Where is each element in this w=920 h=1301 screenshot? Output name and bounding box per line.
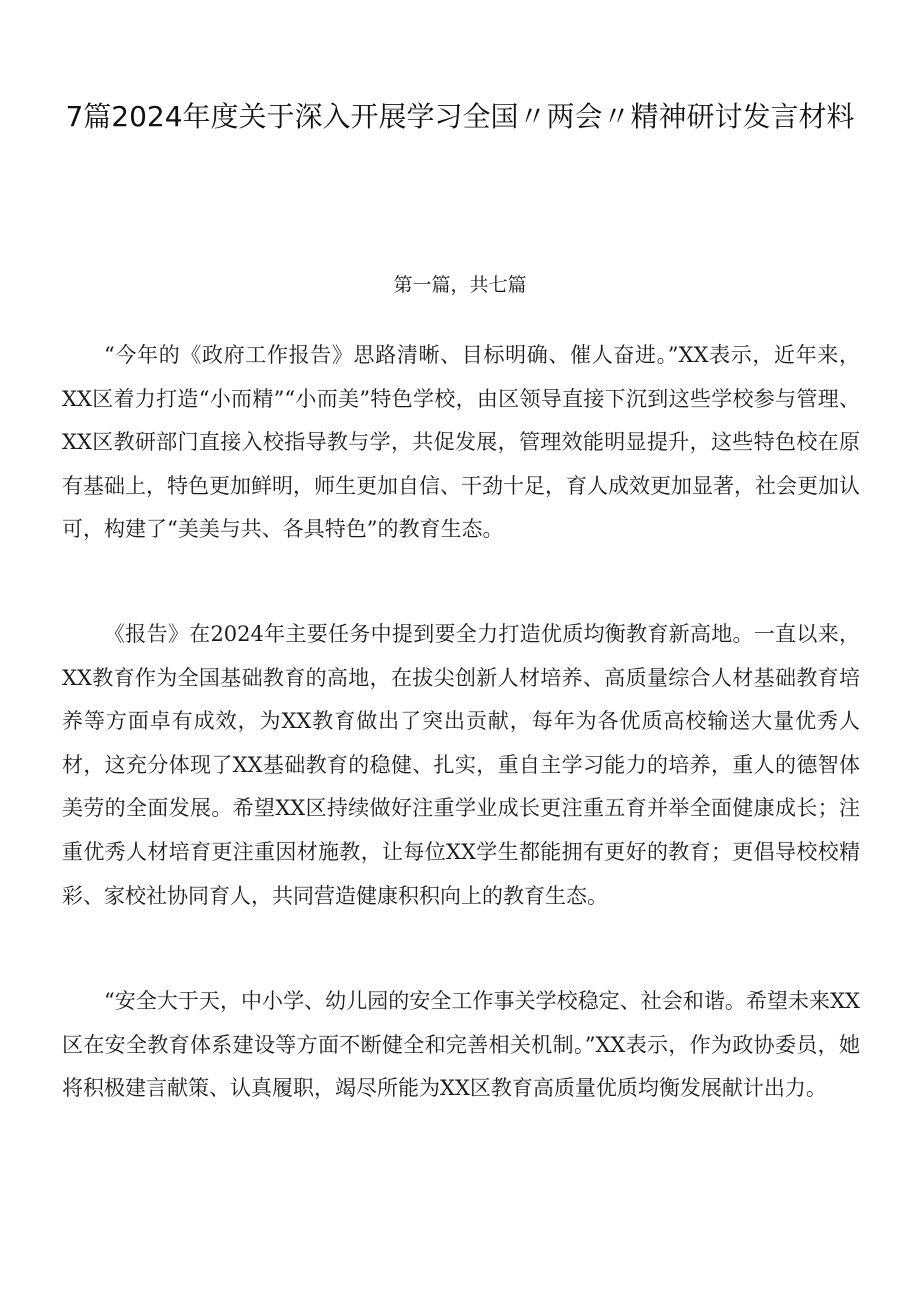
paragraph-2: 《报告》在2024年主要任务中提到要全力打造优质均衡教育新高地。一直以来，XX教育作为全国基础教育的高地，在拔尖创新人材培养、高质量综合人材基础教育培养等方面卓有成效，为XX教育做出了突出贡献，每年为各优质高校输送大量优秀人材，这充分体现了XX基础教育的稳健、扎实，重自主学习能力的培养，重人的德智体美劳的全面发展。希望XX区持续做好注重学业成长更注重五育并举全面健康成长；注重优秀人材培育更注重因材施教，让每位XX学生都能拥有更好的教育；更倡导校校精彩、家校社协同育人，共同营造健康积积向上的教育生态。 bbox=[62, 622, 860, 908]
section-heading: 第一篇，共七篇 bbox=[393, 274, 527, 296]
paragraph-3: “安全大于天，中小学、幼儿园的安全工作事关学校稳定、社会和谐。希望未来XX区在安全教育体系建设等方面不断健全和完善相关机制。”XX表示，作为政协委员，她将积极建言献策、认真履职，竭尽所能为XX区教育高质量优质均衡发展献计出力。 bbox=[62, 989, 860, 1101]
paragraph-1: “今年的《政府工作报告》思路清晰、目标明确、催人奋进。”XX表示，近年来，XX区着力打造“小而精”“小而美”特色学校，由区领导直接下沉到这些学校参与管理、XX区教研部门直接入校指导教与学，共促发展，管理效能明显提升，这些特色校在原有基础上，特色更加鲜明，师生更加自信、干劲十足，育人成效更加显著，社会更加认可，构建了“美美与共、各具特色”的教育生态。 bbox=[62, 343, 860, 542]
document-title: 7篇2024年度关于深入开展学习全国〃两会〃精神研讨发言材料 bbox=[65, 100, 855, 133]
